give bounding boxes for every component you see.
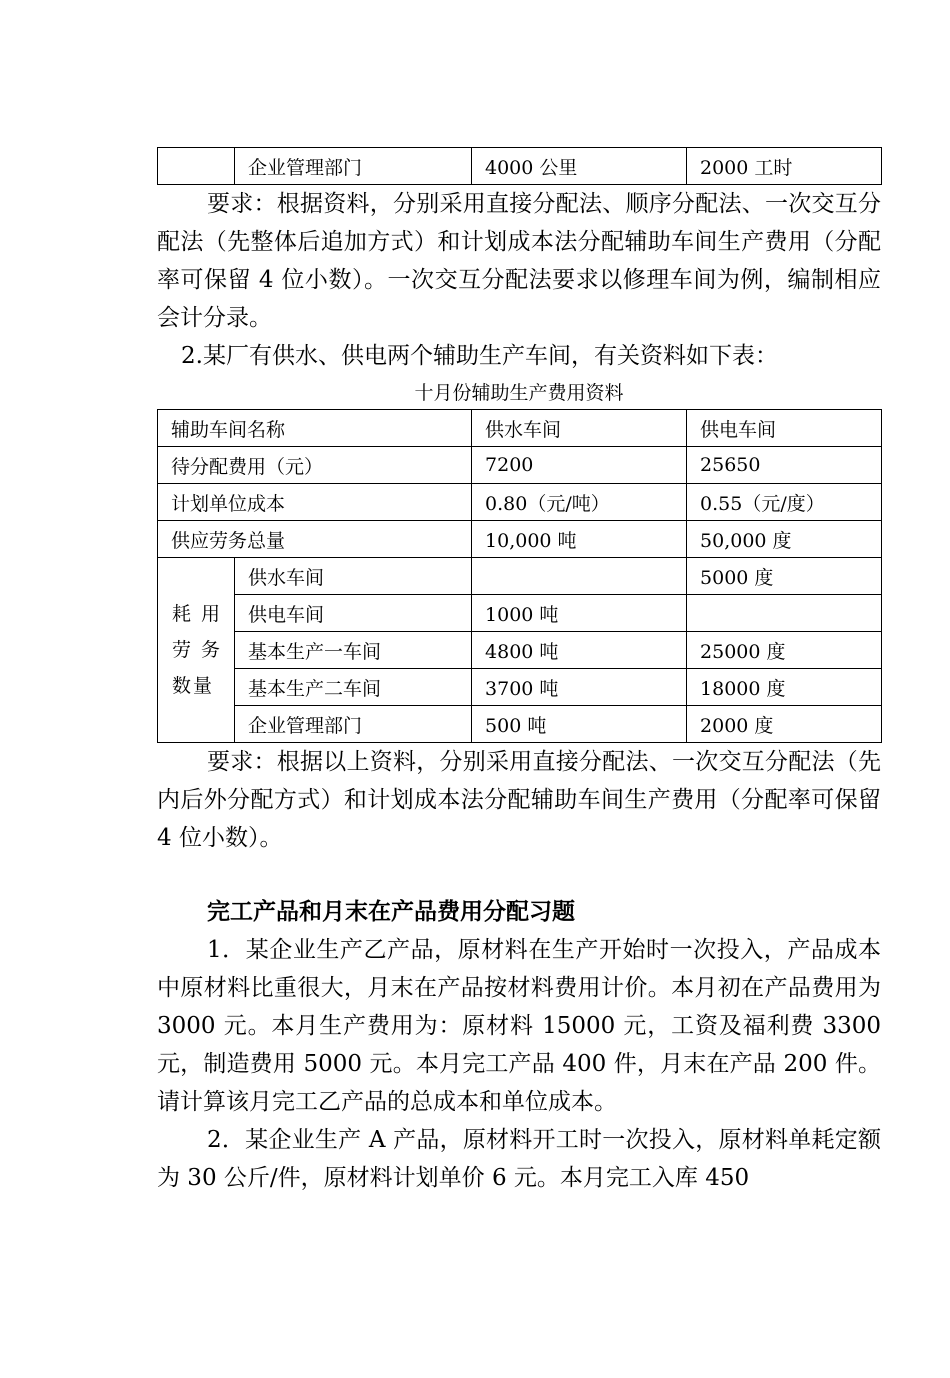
table-row: [158, 558, 882, 595]
document-page: [157, 147, 881, 1197]
group-label-line: 数量: [172, 675, 215, 697]
paragraph-requirement-1: 要求：根据资料，分别采用直接分配法、顺序分配法、一次交互分配法（先整体后追加方式）和计划成本法分配辅助车间生产费用（分配率可保留 4 位小数）。一次交互分配法要求以修理车间为例，编制相应会计分录。: [157, 191, 881, 331]
table-header-row: [158, 410, 882, 447]
table-cell: 10,000 吨: [472, 521, 687, 558]
header-cell: 供水车间: [472, 410, 687, 447]
paragraph-exercise-1: 1．某企业生产乙产品，原材料在生产开始时一次投入，产品成本中原材料比重很大，月末在产品按材料费用计价。本月初在产品费用为 3000 元。本月生产费用为：原材料 15000 元，工资及福利费 3300 元，制造费用 5000 元。本月完工产品 400 件，月末在产品 200 件。请计算该月完工乙产品的总成本和单位成本。: [157, 937, 881, 1115]
table-cell: 供水车间: [235, 558, 472, 595]
header-cell: 供电车间: [687, 410, 882, 447]
table-row: [158, 595, 882, 632]
table-cell: 18000 度: [687, 669, 882, 706]
table-cell: 基本生产二车间: [235, 669, 472, 706]
paragraph-exercise-2: 2．某企业生产 A 产品，原材料开工时一次投入，原材料单耗定额为 30 公斤/件，原材料计划单价 6 元。本月完工入库 450: [157, 1127, 881, 1191]
table-cell: 基本生产一车间: [235, 632, 472, 669]
table-cell: 供应劳务总量: [158, 521, 472, 558]
table-cell: 7200: [472, 447, 687, 484]
table-cell: 0.80（元/吨）: [472, 484, 687, 521]
table-cell: 2000 度: [687, 706, 882, 743]
paragraph-problem-2: 2.某厂有供水、供电两个辅助生产车间，有关资料如下表：: [181, 343, 778, 369]
table-cell: 4000 公里: [472, 148, 687, 185]
group-label-cell: [158, 558, 235, 743]
table-cell: 4800 吨: [472, 632, 687, 669]
table-row: [158, 447, 882, 484]
table-cell: [472, 558, 687, 595]
table-cell: [687, 595, 882, 632]
table-cell: 1000 吨: [472, 595, 687, 632]
table-cell: 3700 吨: [472, 669, 687, 706]
table-cell: 企业管理部门: [235, 706, 472, 743]
table-row: [158, 669, 882, 706]
table-row: [158, 484, 882, 521]
section-heading: 完工产品和月末在产品费用分配习题: [207, 898, 575, 925]
table-cell: 25000 度: [687, 632, 882, 669]
table-cell: 企业管理部门: [235, 148, 472, 185]
top-table: [157, 147, 882, 185]
group-label-line: 劳 务: [172, 639, 223, 661]
table-cell: 5000 度: [687, 558, 882, 595]
header-cell: 辅助车间名称: [158, 410, 472, 447]
table-row: [158, 706, 882, 743]
table-cell: 计划单位成本: [158, 484, 472, 521]
table-cell: 50,000 度: [687, 521, 882, 558]
table-cell: [158, 148, 235, 185]
table-cell: 25650: [687, 447, 882, 484]
table-row: [158, 148, 882, 185]
table-cell: 待分配费用（元）: [158, 447, 472, 484]
table-cell: 500 吨: [472, 706, 687, 743]
group-label-line: 耗 用: [172, 603, 223, 625]
paragraph-requirement-2: 要求：根据以上资料，分别采用直接分配法、一次交互分配法（先内后外分配方式）和计划成本法分配辅助车间生产费用（分配率可保留 4 位小数）。: [157, 749, 881, 851]
spacer: [157, 857, 881, 893]
table-row: [158, 632, 882, 669]
table-cell: 供电车间: [235, 595, 472, 632]
table-row: [158, 521, 882, 558]
table-cell: 0.55（元/度）: [687, 484, 882, 521]
auxiliary-cost-table: [157, 409, 882, 743]
table-caption: 十月份辅助生产费用资料: [414, 382, 624, 404]
table-cell: 2000 工时: [687, 148, 882, 185]
